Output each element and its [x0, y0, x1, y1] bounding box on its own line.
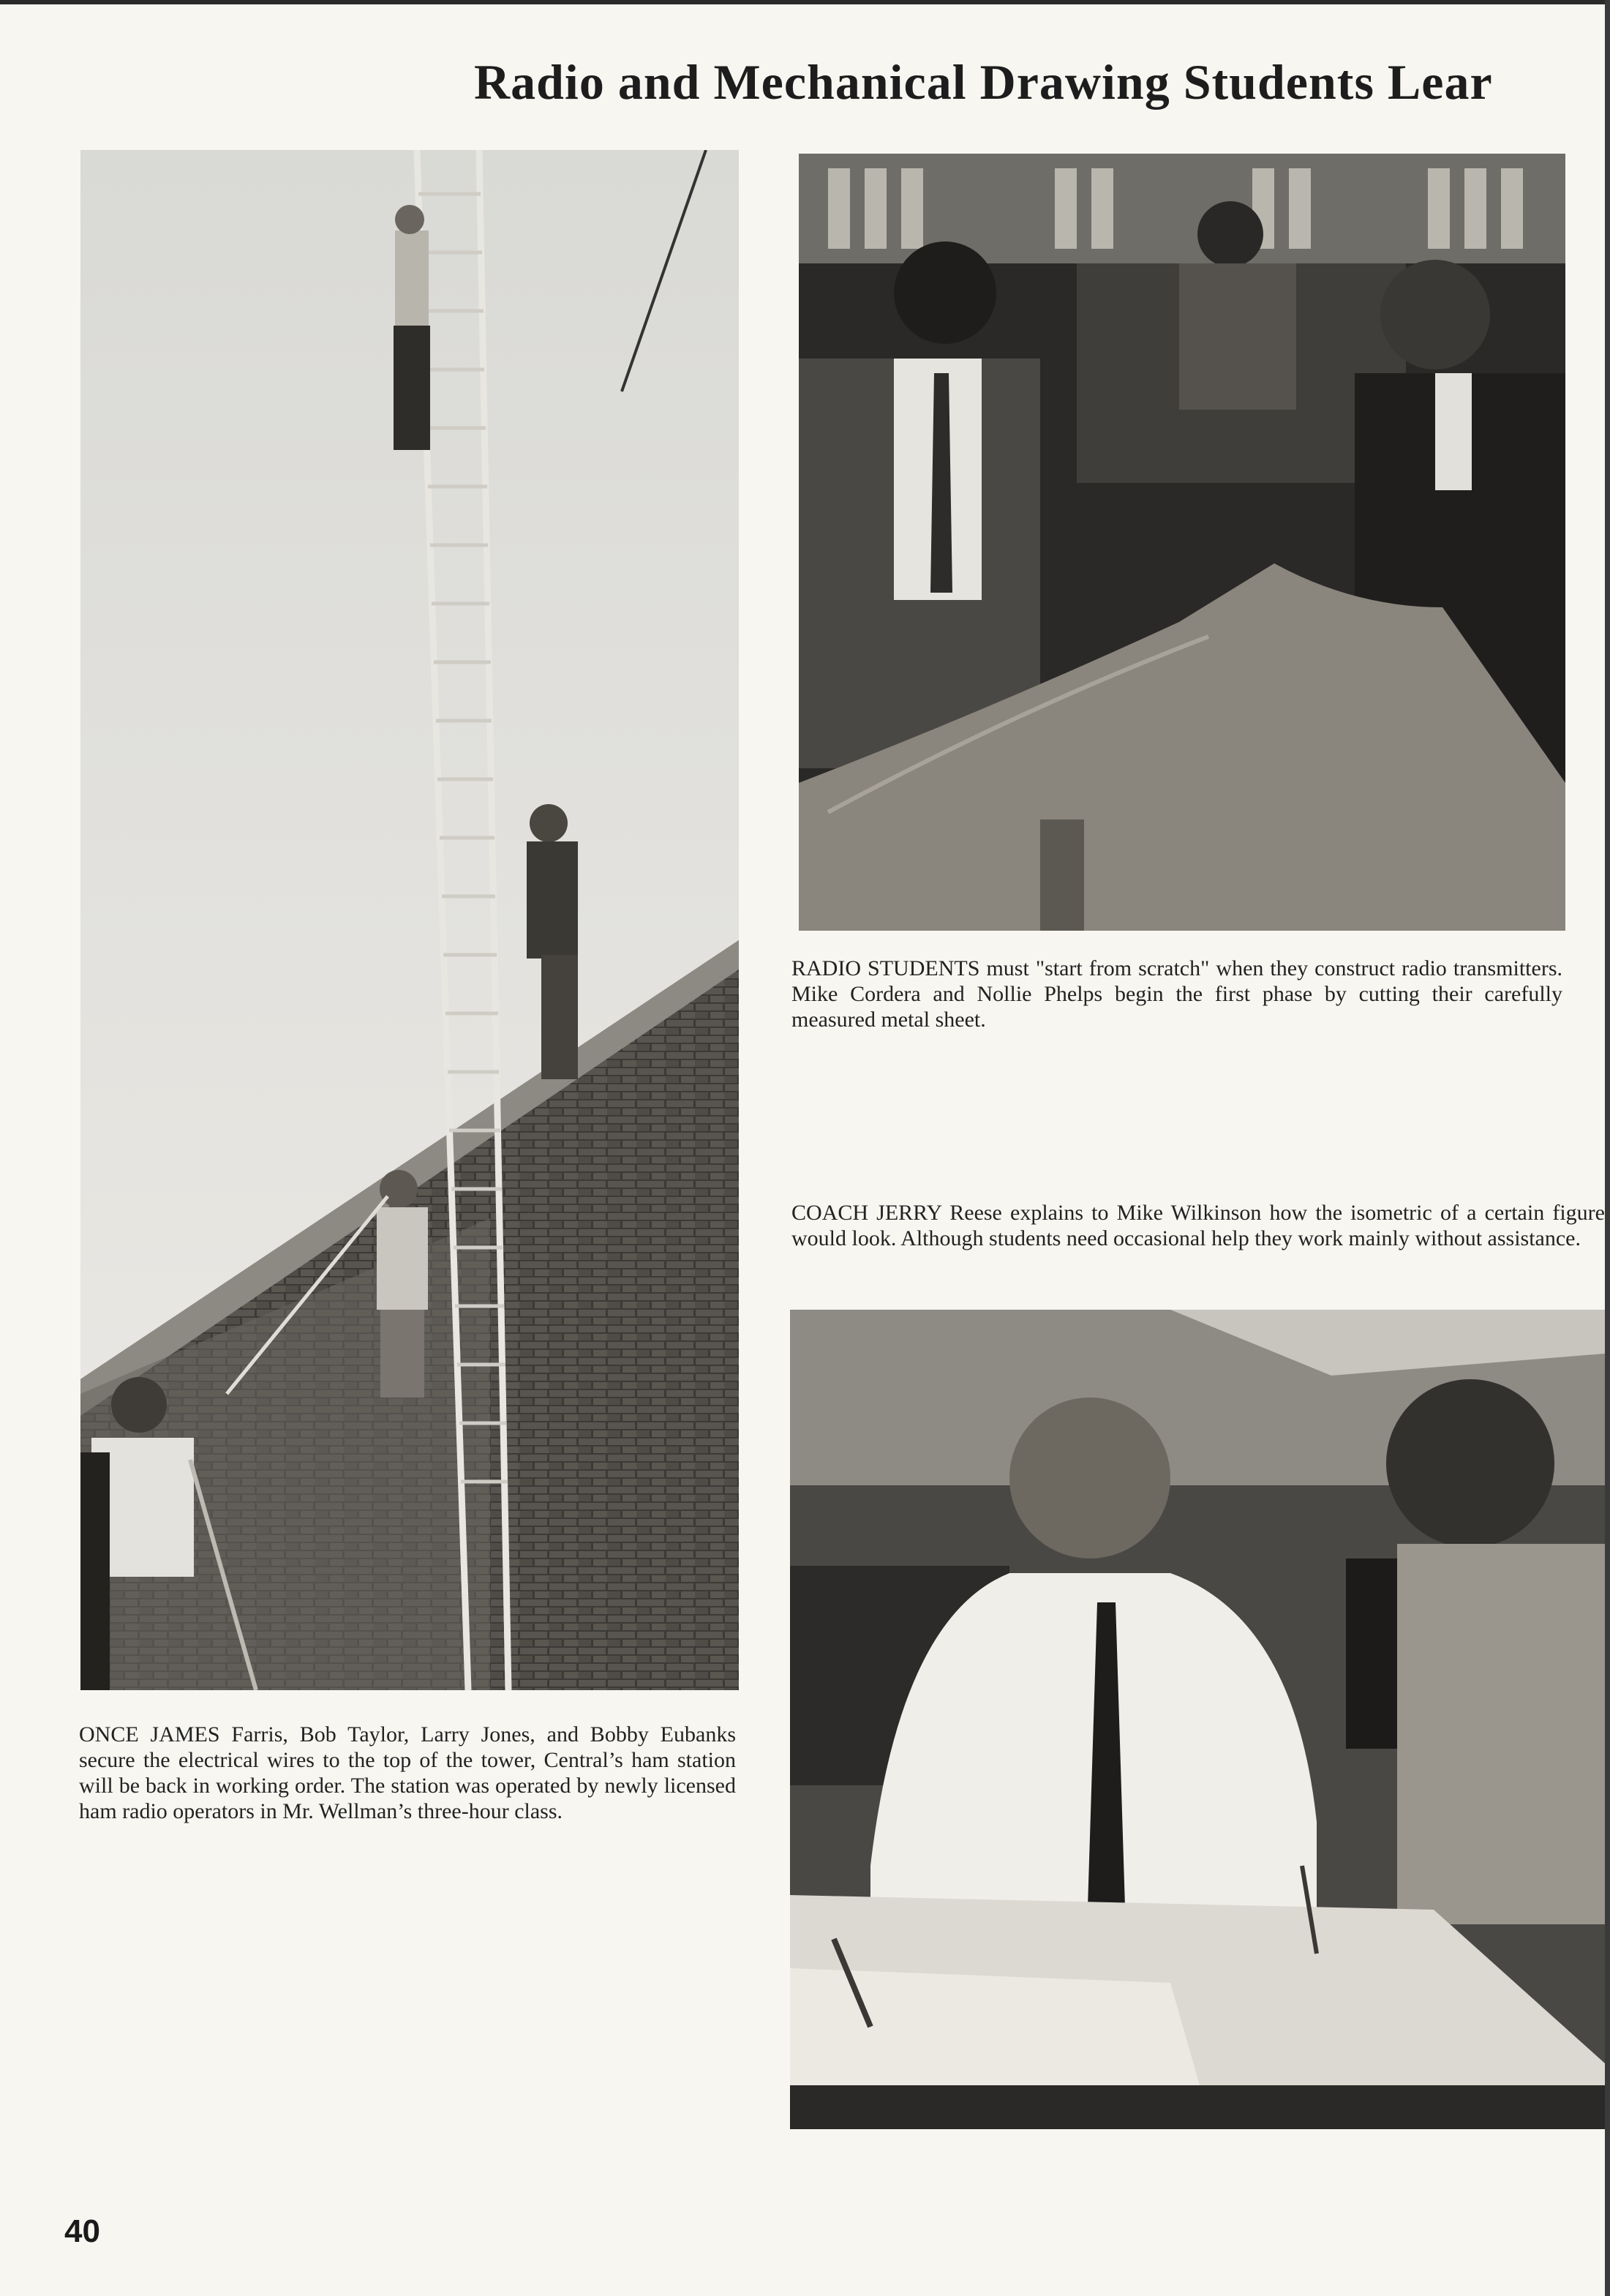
page-right-edge [1605, 0, 1610, 2296]
photo-coach-and-student-drafting-icon [790, 1310, 1605, 2129]
photo-students-on-radio-tower-icon [80, 150, 739, 1690]
coach-caption: COACH JERRY Reese explains to Mike Wilkinson how the isometric of a certain figure would look. Although students need occasional help they work mainly without assistance. [791, 1201, 1605, 1250]
drafting-photo [790, 1310, 1605, 2129]
tower-photo [80, 150, 739, 1690]
page-top-edge [0, 0, 1610, 4]
radio-students-photo [799, 154, 1565, 931]
photo-radio-students-metal-sheet-icon [799, 154, 1565, 931]
radio-caption: RADIO STUDENTS must "start from scratch" when they construct radio transmitters. Mike Cordera and Nollie Phelps begin the first phase by cutting their carefully measured metal sheet. [791, 956, 1562, 1032]
page-title: Radio and Mechanical Drawing Students Lear [474, 54, 1493, 110]
page-number: 40 [64, 2213, 100, 2249]
tower-caption: ONCE JAMES Farris, Bob Taylor, Larry Jones, and Bobby Eubanks secure the electrical wires to the top of the tower, Central’s ham station will be back in working order. The station was operated by newly licensed ham radio operators in Mr. Wellman’s three-hour class. [79, 1722, 736, 1823]
